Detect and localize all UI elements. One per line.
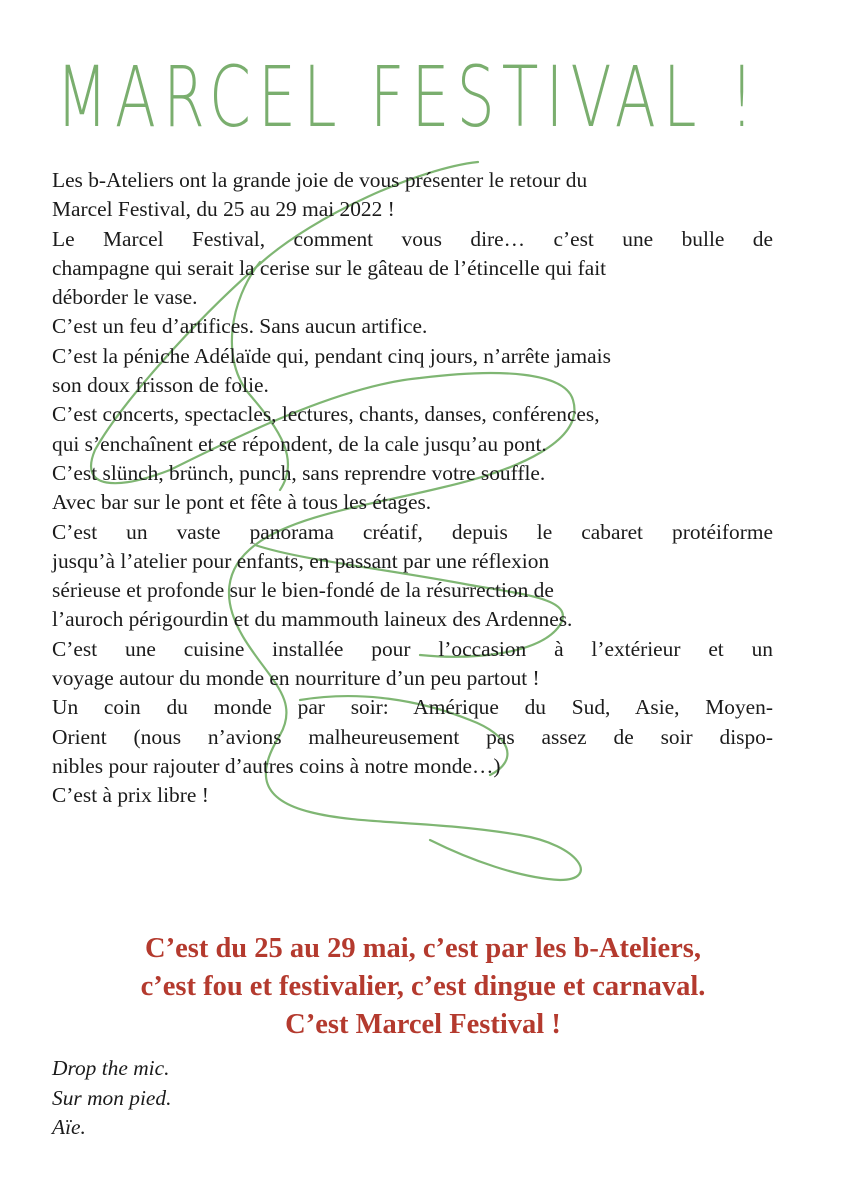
callout-line: C’est du 25 au 29 mai, c’est par les b-Ateliers,: [145, 933, 701, 964]
signoff-line: Drop the mic.: [52, 1056, 170, 1080]
body-line: nibles pour rajouter d’autres coins à notre monde…): [52, 753, 501, 778]
body-line: Orient (nous n’avions malheureusement pas assez de soir dispo-: [52, 724, 773, 749]
body-line: voyage autour du monde en nourriture d’un peu partout !: [52, 666, 540, 691]
body-line: C’est la péniche Adélaïde qui, pendant cinq jours, n’arrête jamais: [52, 343, 611, 368]
body-line: C’est une cuisine installée pour l’occasion à l’extérieur et un: [52, 636, 773, 661]
body-line: C’est slünch, brünch, punch, sans reprendre votre souffle.: [52, 460, 546, 485]
body-line: jusqu’à l’atelier pour enfants, en passant par une réflexion: [52, 548, 550, 573]
callout-line: C’est Marcel Festival !: [285, 1009, 561, 1040]
body-line: sérieuse et profonde sur le bien-fondé de la résurrection de: [52, 578, 554, 603]
body-line: Les b-Ateliers ont la grande joie de vous présenter le retour du: [52, 168, 588, 192]
callout-line: c’est fou et festivalier, c’est dingue et carnaval.: [140, 971, 706, 1002]
body-line: déborder le vase.: [52, 285, 198, 310]
body-line: Un coin du monde par soir: Amérique du Sud, Asie, Moyen-: [52, 695, 773, 720]
body-line: Avec bar sur le pont et fête à tous les étages.: [52, 490, 432, 515]
body-line: l’auroch périgourdin et du mammouth laineux des Ardennes.: [52, 607, 573, 632]
body-line: C’est un feu d’artifices. Sans aucun artifice.: [52, 314, 428, 339]
festival-callout: [52, 930, 794, 1044]
body-line: qui s’enchaînent et se répondent, de la cale jusqu’au pont.: [52, 431, 547, 456]
body-line: Marcel Festival, du 25 au 29 mai 2022 !: [52, 197, 395, 222]
body-line: champagne qui serait la cerise sur le gâteau de l’étincelle qui fait: [52, 255, 607, 280]
festival-title-text: MARCEL FESTIVAL !: [56, 48, 761, 146]
body-line: C’est concerts, spectacles, lectures, chants, danses, conférences,: [52, 402, 600, 427]
signoff-line: Sur mon pied.: [52, 1085, 172, 1110]
signoff-line: Aïe.: [52, 1115, 86, 1139]
body-line: C’est à prix libre !: [52, 783, 209, 808]
body-line: Le Marcel Festival, comment vous dire… c’est une bulle de: [52, 226, 773, 251]
signoff: [52, 1054, 171, 1143]
body-line: C’est un vaste panorama créatif, depuis le cabaret protéiforme: [52, 519, 773, 544]
body-line: son doux frisson de folie.: [52, 373, 269, 398]
festival-title: [56, 42, 776, 152]
festival-description: [52, 166, 773, 811]
